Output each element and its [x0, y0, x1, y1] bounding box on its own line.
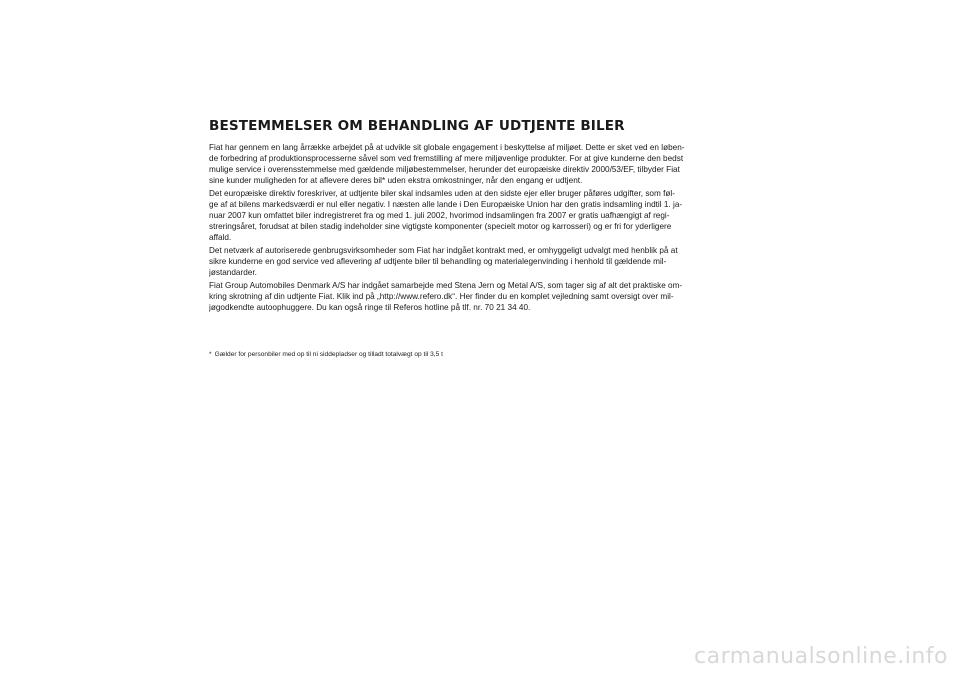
paragraph-directive	[209, 188, 772, 243]
paragraph-line: mulige service i overensstemmelse med gældende miljøbestemmelser, herunder det europæiske direktiv 2000/53/EF, tilbyder Fiat	[209, 165, 680, 174]
footnote-text: Gælder for personbiler med op til ni siddepladser og tilladt totalvægt op til 3,5 t	[214, 351, 443, 358]
paragraph-contact	[209, 280, 772, 313]
paragraph-line: sine kunder muligheden for at aflevere deres bil* uden ekstra omkostninger, når den engang er udtjent.	[209, 176, 583, 185]
paragraph-line: Det netværk af autoriserede genbrugsvirksomheder som Fiat har indgået kontrakt med, er omhyggeligt udvalgt med henblik på at	[209, 246, 678, 255]
paragraph-network	[209, 245, 772, 278]
paragraph-intro	[209, 142, 772, 186]
footnote	[209, 350, 772, 359]
paragraph-line: nuar 2007 kun omfattet biler indregistreret fra og med 1. juli 2002, hvorimod indsamlingen fra 2007 er gratis uafhængigt af regi-	[209, 211, 670, 220]
paragraph-line: de forbedring af produktionsprocesserne såvel som ved fremstilling af mere miljøvenlige produkter. For at give kunderne den bedst	[209, 154, 684, 163]
footnote-asterisk: *	[209, 351, 212, 358]
content-block	[209, 118, 772, 315]
paragraph-line: streringsåret, forudsat at bilen stadig indeholder sine vigtigste komponenter (specielt motor og karrosseri) og er fri for yderligere	[209, 222, 672, 231]
paragraph-line: sikre kunderne en god service ved aflevering af udtjente biler til behandling og materialegenvinding i henhold til gældende mil-	[209, 257, 667, 266]
paragraph-line: Det europæiske direktiv foreskriver, at udtjente biler skal indsamles uden at den sidste ejer eller bruger påføres udgifter, som føl-	[209, 189, 675, 198]
paragraph-line: Fiat Group Automobiles Denmark A/S har indgået samarbejde med Stena Jern og Metal A/S, som tager sig af alt det praktiske om-	[209, 281, 683, 290]
paragraph-line: affald.	[209, 233, 232, 242]
paragraph-line: jøgodkendte autoophuggere. Du kan også ringe til Referos hotline på tlf. nr. 70 21 34 40.	[209, 303, 531, 312]
paragraph-line: jøstandarder.	[209, 268, 257, 277]
watermark: carmanualsonline.info	[694, 644, 948, 669]
page-title: BESTEMMELSER OM BEHANDLING AF UDTJENTE BILER	[209, 118, 625, 134]
paragraph-line: kring skrotning af din udtjente Fiat. Klik ind på „http://www.refero.dk“. Her finder du en komplet vejledning samt oversigt over mil-	[209, 292, 674, 301]
paragraph-line: ge af at bilens markedsværdi er nul eller negativ. I næsten alle lande i Den Europæiske Union har den gratis indsamling indtil 1. ja-	[209, 200, 683, 209]
paragraph-line: Fiat har gennem en lang årrække arbejdet på at udvikle sit globale engagement i beskyttelse af miljøet. Dette er sket ved en løben-	[209, 143, 685, 152]
